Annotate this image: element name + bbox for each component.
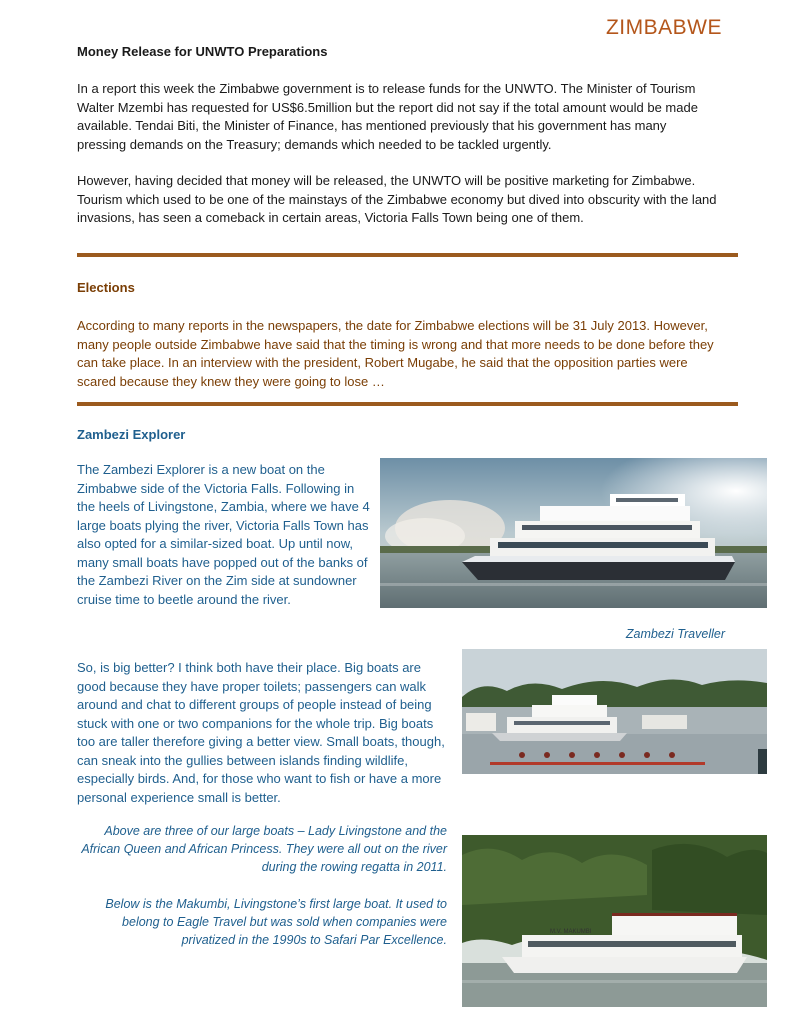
money-heading: Money Release for UNWTO Preparations: [77, 44, 328, 59]
zambezi-heading: Zambezi Explorer: [77, 427, 186, 442]
elections-heading: Elections: [77, 280, 135, 295]
section-divider: [77, 253, 738, 257]
makumbi-hull-label: M.V. MAKUMBI: [550, 929, 592, 935]
makumbi-photo: [462, 835, 767, 1007]
country-title: ZIMBABWE: [605, 16, 722, 39]
photo-caption-zambezi-traveller: Zambezi Traveller: [625, 627, 725, 641]
zambezi-traveller-photo: [380, 458, 767, 608]
money-paragraph-2: However, having decided that money will be released, the UNWTO will be positive marketing for Zimbabwe. Tourism which used to be one of the mainstays of the Zimbabwe economy but dived into obscurity with the land invasions, has seen a comeback in certain areas, Victoria Falls Town being one of them.: [77, 173, 717, 225]
section-divider: [77, 402, 738, 406]
caption-large-boats: Above are three of our large boats – Lady Livingstone and the African Queen and African Princess. They were all out on the river during the rowing regatta in 2011.: [81, 824, 447, 874]
zambezi-paragraph-2: So, is big better? I think both have their place. Big boats are good because they have proper toilets; passengers can walk around and chat to different groups of people instead of being stuck with one or two companions for the whole trip. Big boats too are taller therefore giving a better view. Small boats, though, can sneak into the gullies between islands finding wildlife, especially birds. And, for those who want to fish or have a more personal experience small is better.: [77, 660, 445, 805]
elections-paragraph: According to many reports in the newspapers, the date for Zimbabwe elections will be 31 July 2013. However, many people outside Zimbabwe have said that the timing is wrong and that more needs to be done before they can take place. In an interview with the president, Robert Mugabe, he said that the opposition parties were scared because they knew they were going to lose …: [77, 318, 714, 389]
zambezi-paragraph-1: The Zambezi Explorer is a new boat on the Zimbabwe side of the Victoria Falls. Following in the heels of Livingstone, Zambia, where we have 4 large boats plying the river, Victoria Falls Town has also opted for a similar-sized boat. Up until now, many small boats have popped out of the banks of the Zambezi River on the Zim side at sundowner cruise time to beetle around the river.: [77, 462, 370, 607]
caption-makumbi: Below is the Makumbi, Livingstone’s first large boat. It used to belong to Eagle Travel but was sold when companies were privatized in the 1990s to Safari Par Excellence.: [105, 897, 447, 947]
money-paragraph-1: In a report this week the Zimbabwe government is to release funds for the UNWTO. The Minister of Tourism Walter Mzembi has requested for US$6.5million but the report did not say if the total amount would be made available. Tendai Biti, the Minister of Finance, has mentioned previously that his government has many pressing demands on the Treasury; demands which needed to be tackled urgently.: [77, 81, 698, 152]
rowing-regatta-photo: [462, 649, 767, 774]
